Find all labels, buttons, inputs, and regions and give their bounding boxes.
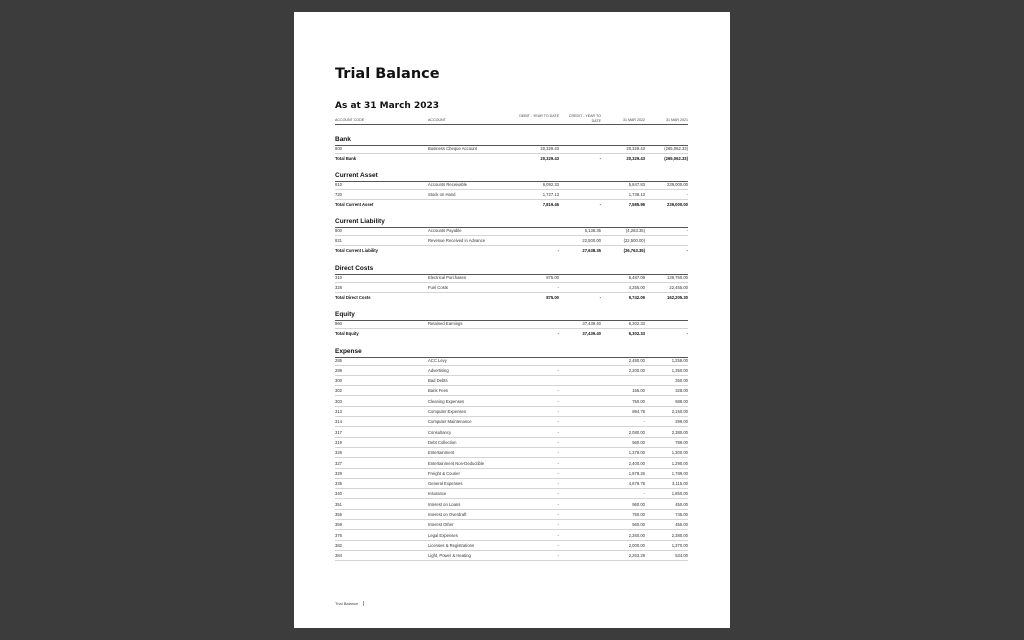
balance-2022: 5,847.83: [628, 181, 645, 187]
table-row: [294, 190, 730, 200]
column-header-credit: CREDIT - YEAR TO DATE: [568, 114, 601, 123]
account-code: 382: [335, 542, 342, 548]
balance-2021: 789.00: [675, 439, 688, 445]
balance-2022: 1,378.00: [628, 450, 645, 456]
balance-2021: -: [686, 227, 688, 233]
account-name: ACC Levy: [428, 357, 447, 363]
account-code: 355: [335, 512, 342, 517]
section-title: Bank: [335, 136, 351, 143]
balance-2021: 2,150.00: [671, 409, 688, 414]
account-name: Bad Debts: [428, 378, 448, 384]
total-debit: 875.00: [546, 295, 559, 301]
account-name: Interest on Loans: [428, 501, 461, 507]
account-code: 600: [335, 145, 342, 151]
total-label: Total Current Asset: [335, 202, 374, 208]
account-code: 317: [335, 429, 342, 435]
table-row: [294, 226, 730, 236]
debit-ytd: -: [557, 481, 559, 487]
account-name: Accounts Receivable: [428, 181, 468, 187]
balance-2022: (22,500.00): [623, 237, 645, 243]
balance-2022: 960.00: [632, 501, 645, 507]
debit-ytd: 6,092.33: [542, 181, 559, 187]
account-code: 310: [335, 274, 342, 280]
account-code: 960: [335, 320, 342, 326]
table-row: [294, 283, 730, 293]
balance-2021: 250.00: [675, 378, 688, 384]
table-row: [294, 428, 730, 438]
section-title: Expense: [335, 348, 362, 355]
debit-ytd: -: [557, 470, 559, 476]
table-row: [294, 376, 730, 386]
balance-2021: 239,000.00: [667, 181, 688, 187]
account-name: Entertainment: [428, 450, 455, 456]
table-row: [294, 459, 730, 469]
balance-2021: 455.00: [675, 522, 688, 528]
balance-2022: 1,978.26: [628, 470, 645, 476]
section-title: Equity: [335, 311, 355, 318]
debit-ytd: -: [557, 522, 559, 528]
table-row: [294, 417, 730, 427]
column-header-2022: 31 MAR 2022: [623, 118, 645, 122]
account-name: Licenses & Registrations: [428, 542, 475, 548]
column-header-2021: 31 MAR 2021: [666, 118, 688, 122]
debit-ytd: -: [557, 532, 559, 538]
account-code: 313: [335, 409, 342, 414]
balance-2022: 750.00: [632, 512, 645, 517]
page-footer: [335, 601, 364, 606]
account-code: 329: [335, 470, 342, 476]
debit-ytd: 20,329.43: [540, 145, 559, 151]
table-row: [294, 180, 730, 190]
balance-2022: 894.78: [632, 409, 645, 414]
credit-ytd: 22,500.00: [582, 237, 601, 243]
account-name: General Expenses: [428, 481, 463, 487]
account-name: Computer Maintenance: [428, 419, 472, 425]
balance-2022: 5,487.09: [628, 274, 645, 280]
total-2021: (265,062.33): [664, 155, 688, 161]
balance-2022: 2,260.00: [628, 532, 645, 538]
balance-2021: 2,380.00: [671, 429, 688, 435]
credit-ytd: 37,439.40: [582, 320, 601, 326]
table-row: [294, 366, 730, 376]
row-divider: [335, 560, 688, 561]
account-name: Light, Power & Heating: [428, 553, 471, 559]
total-2022: 6,302.33: [628, 330, 645, 336]
table-row: [294, 479, 730, 489]
debit-ytd: -: [557, 388, 559, 394]
table-row: [294, 500, 730, 510]
account-code: 300: [335, 378, 342, 384]
account-code: 302: [335, 388, 342, 394]
balance-2021: 139,750.00: [667, 274, 688, 280]
balance-2021: 1,350.00: [671, 367, 688, 373]
balance-2021: -: [686, 191, 688, 197]
account-code: 319: [335, 439, 342, 445]
table-row: [294, 489, 730, 499]
balance-2021: 1,370.00: [671, 542, 688, 548]
total-credit: -: [599, 295, 601, 301]
balance-2022: -: [643, 419, 645, 425]
debit-ytd: -: [557, 553, 559, 559]
footer-label: Trial Balance: [335, 601, 359, 606]
table-row: [294, 541, 730, 551]
total-credit: -: [599, 155, 601, 161]
total-2022: (26,763.35): [623, 248, 645, 254]
account-code: 285: [335, 357, 342, 363]
table-row: [294, 438, 730, 448]
report-page: [294, 12, 730, 628]
total-row: [294, 293, 730, 303]
balance-2022: 560.00: [632, 439, 645, 445]
footer-separator: [363, 601, 364, 606]
balance-2022: 2,200.00: [628, 367, 645, 373]
account-code: 359: [335, 522, 342, 528]
account-name: Electrical Purchases: [428, 274, 466, 280]
table-row: [294, 397, 730, 407]
account-name: Interest on Overdraft: [428, 512, 467, 517]
account-name: Stock on Hand: [428, 191, 456, 197]
balance-2022: 2,000.00: [628, 542, 645, 548]
table-row: [294, 236, 730, 246]
account-name: Bank Fees: [428, 388, 449, 394]
table-row: [294, 510, 730, 520]
balance-2021: 688.00: [675, 398, 688, 404]
table-row: [294, 407, 730, 417]
section-title: Current Liability: [335, 218, 385, 225]
total-label: Total Current Liability: [335, 248, 378, 254]
total-2022: 20,329.43: [626, 155, 645, 161]
account-code: 303: [335, 398, 342, 404]
account-code: 384: [335, 553, 342, 559]
debit-ytd: -: [557, 439, 559, 445]
column-header-account: ACCOUNT: [428, 118, 446, 122]
table-row: [294, 551, 730, 561]
balance-2022: 1,738.13: [628, 191, 645, 197]
balance-2022: 2,080.00: [628, 429, 645, 435]
section-title: Current Asset: [335, 172, 378, 179]
account-name: Consultancy: [428, 429, 452, 435]
total-credit: -: [599, 202, 601, 208]
account-code: 720: [335, 191, 342, 197]
debit-ytd: -: [557, 284, 559, 290]
balance-2021: 1,300.00: [671, 450, 688, 456]
debit-ytd: -: [557, 460, 559, 466]
balance-2022: 4,255.00: [628, 284, 645, 290]
account-code: 351: [335, 501, 342, 507]
total-2021: -: [686, 248, 688, 254]
balance-2022: 155.00: [632, 388, 645, 394]
balance-2022: 2,480.00: [628, 357, 645, 363]
account-name: Fuel Costs: [428, 284, 449, 290]
account-name: Computer Expenses: [428, 409, 466, 414]
total-credit: 37,439.40: [582, 330, 601, 336]
balance-2021: (265,062.33): [664, 145, 688, 151]
table-row: [294, 520, 730, 530]
account-code: 335: [335, 481, 342, 487]
total-label: Total Bank: [335, 155, 357, 161]
report-subtitle: As at 31 March 2023: [335, 101, 440, 111]
debit-ytd: -: [557, 542, 559, 548]
total-label: Total Equity: [335, 330, 359, 336]
balance-2021: 328.00: [675, 388, 688, 394]
account-name: Freight & Courier: [428, 470, 460, 476]
report-title: Trial Balance: [335, 66, 440, 82]
balance-2022: (4,263.35): [625, 227, 645, 233]
account-name: Insurance: [428, 491, 447, 497]
balance-2022: -: [643, 491, 645, 497]
table-row: [294, 531, 730, 541]
table-row: [294, 319, 730, 329]
balance-2022: 2,400.00: [628, 460, 645, 466]
total-2022: 7,585.96: [628, 202, 645, 208]
total-debit: 7,819.46: [542, 202, 559, 208]
balance-2022: 2,263.29: [628, 553, 645, 559]
account-code: 314: [335, 419, 342, 425]
account-name: Legal Expenses: [428, 532, 458, 538]
account-code: 289: [335, 367, 342, 373]
total-row: [294, 200, 730, 210]
account-name: Entertainment Non-Deductible: [428, 460, 485, 466]
balance-2022: 560.00: [632, 522, 645, 528]
account-code: 326: [335, 450, 342, 456]
table-row: [294, 448, 730, 458]
account-name: Cleaning Expenses: [428, 398, 465, 404]
account-code: 327: [335, 460, 342, 466]
total-credit: 27,638.35: [582, 248, 601, 254]
table-row: [294, 469, 730, 479]
account-code: 328: [335, 284, 342, 290]
header-divider: [335, 124, 688, 125]
total-2022: 9,742.09: [628, 295, 645, 301]
balance-2022: 4,679.78: [628, 481, 645, 487]
balance-2021: 299.00: [675, 419, 688, 425]
debit-ytd: -: [557, 429, 559, 435]
account-name: Debt Collection: [428, 439, 457, 445]
balance-2022: 6,302.33: [628, 320, 645, 326]
debit-ytd: -: [557, 512, 559, 517]
total-debit: 20,329.43: [540, 155, 559, 161]
debit-ytd: 1,727.13: [542, 191, 559, 197]
table-row: [294, 356, 730, 366]
debit-ytd: -: [557, 491, 559, 497]
account-code: 340: [335, 491, 342, 497]
debit-ytd: -: [557, 501, 559, 507]
account-code: 821: [335, 237, 342, 243]
balance-2021: 22,455.00: [669, 284, 688, 290]
balance-2021: 1,258.00: [671, 357, 688, 363]
balance-2021: 1,789.00: [671, 470, 688, 476]
debit-ytd: -: [557, 398, 559, 404]
total-2021: 162,205.30: [667, 295, 688, 301]
balance-2021: 3,115.00: [672, 481, 688, 487]
total-2021: -: [686, 330, 688, 336]
balance-2022: 750.00: [632, 398, 645, 404]
account-name: Retained Earnings: [428, 320, 463, 326]
account-name: Revenue Received in Advance: [428, 237, 486, 243]
column-header-code: ACCOUNT CODE: [335, 118, 365, 122]
account-name: Interest Other: [428, 522, 454, 528]
total-2021: 239,000.00: [667, 202, 688, 208]
column-header-debit: DEBIT - YEAR TO DATE: [519, 114, 559, 118]
debit-ytd: -: [557, 409, 559, 414]
account-name: Advertising: [428, 367, 449, 373]
table-row: [294, 273, 730, 283]
account-name: Business Cheque Account: [428, 145, 477, 151]
total-row: [294, 246, 730, 256]
total-debit: -: [557, 330, 559, 336]
total-debit: -: [557, 248, 559, 254]
debit-ytd: -: [557, 419, 559, 425]
debit-ytd: 875.00: [546, 274, 559, 280]
account-code: 610: [335, 181, 342, 187]
balance-2021: 1,290.00: [671, 460, 688, 466]
balance-2021: 534.00: [675, 553, 688, 559]
balance-2021: 450.00: [675, 501, 688, 507]
account-code: 800: [335, 227, 342, 233]
table-row: [294, 144, 730, 154]
balance-2021: 745.00: [675, 512, 688, 517]
account-name: Accounts Payable: [428, 227, 462, 233]
account-code: 376: [335, 532, 342, 538]
balance-2021: 2,380.00: [671, 532, 688, 538]
debit-ytd: -: [557, 450, 559, 456]
balance-2022: 20,329.43: [626, 145, 645, 151]
total-row: [294, 154, 730, 164]
debit-ytd: -: [557, 367, 559, 373]
total-row: [294, 329, 730, 339]
table-row: [294, 386, 730, 396]
balance-2021: 1,850.00: [671, 491, 688, 497]
credit-ytd: 5,138.35: [584, 227, 601, 233]
section-title: Direct Costs: [335, 265, 374, 272]
total-label: Total Direct Costs: [335, 295, 371, 301]
